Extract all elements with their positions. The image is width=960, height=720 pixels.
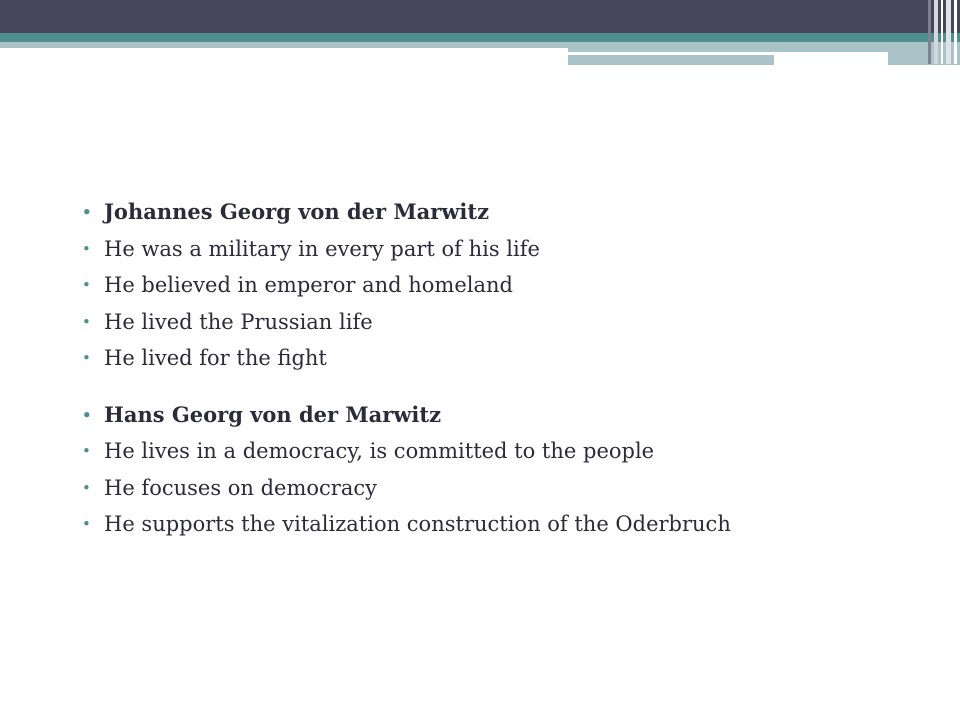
bullet-heading-text: Hans Georg von der Marwitz <box>104 401 442 427</box>
bullet-icon: • <box>82 515 91 533</box>
header-vertical-stripe <box>954 0 957 64</box>
bullet-item-text: He was a military in every part of his life <box>104 236 540 261</box>
bullet-item <box>82 433 902 470</box>
bullet-icon: • <box>82 203 92 221</box>
bullet-icon: • <box>82 239 91 258</box>
slide-body <box>82 194 902 543</box>
bullet-item <box>82 506 902 543</box>
bullet-item-text: He believed in emperor and homeland <box>104 273 513 297</box>
bullet-item <box>82 267 902 304</box>
header-band-dark <box>0 0 960 33</box>
bullet-group-hans <box>82 397 902 543</box>
bullet-icon: • <box>82 478 91 497</box>
bullet-item <box>82 340 902 377</box>
header-vertical-stripe <box>934 0 938 64</box>
bullet-heading <box>82 397 902 434</box>
bullet-item-text: He lived the Prussian life <box>104 309 373 334</box>
bullet-item-text: He lived for the fight <box>104 346 327 370</box>
bullet-item-text: He lives in a democracy, is committed to the people <box>104 439 655 463</box>
bullet-item <box>82 304 902 341</box>
bullet-group-johannes <box>82 194 902 377</box>
header-band-light-left <box>0 42 568 48</box>
bullet-icon: • <box>82 405 92 424</box>
bullet-heading <box>82 194 902 231</box>
header-vertical-stripe <box>946 0 951 64</box>
header-vertical-stripe <box>941 0 943 64</box>
header-band-teal <box>0 33 960 42</box>
bullet-icon: • <box>82 349 91 367</box>
bullet-icon: • <box>82 276 91 294</box>
header-vertical-stripe <box>928 0 931 64</box>
header-band-light-right-lower <box>568 55 774 65</box>
bullet-heading-text: Johannes Georg von der Marwitz <box>104 199 490 224</box>
bullet-icon: • <box>82 442 91 460</box>
bullet-icon: • <box>82 312 91 331</box>
header-band-light-right <box>568 42 960 52</box>
bullet-item-text: He focuses on democracy <box>104 475 377 500</box>
bullet-item <box>82 470 902 507</box>
bullet-item <box>82 231 902 268</box>
bullet-item-text: He supports the vitalization construction of the Oderbruch <box>104 512 731 536</box>
